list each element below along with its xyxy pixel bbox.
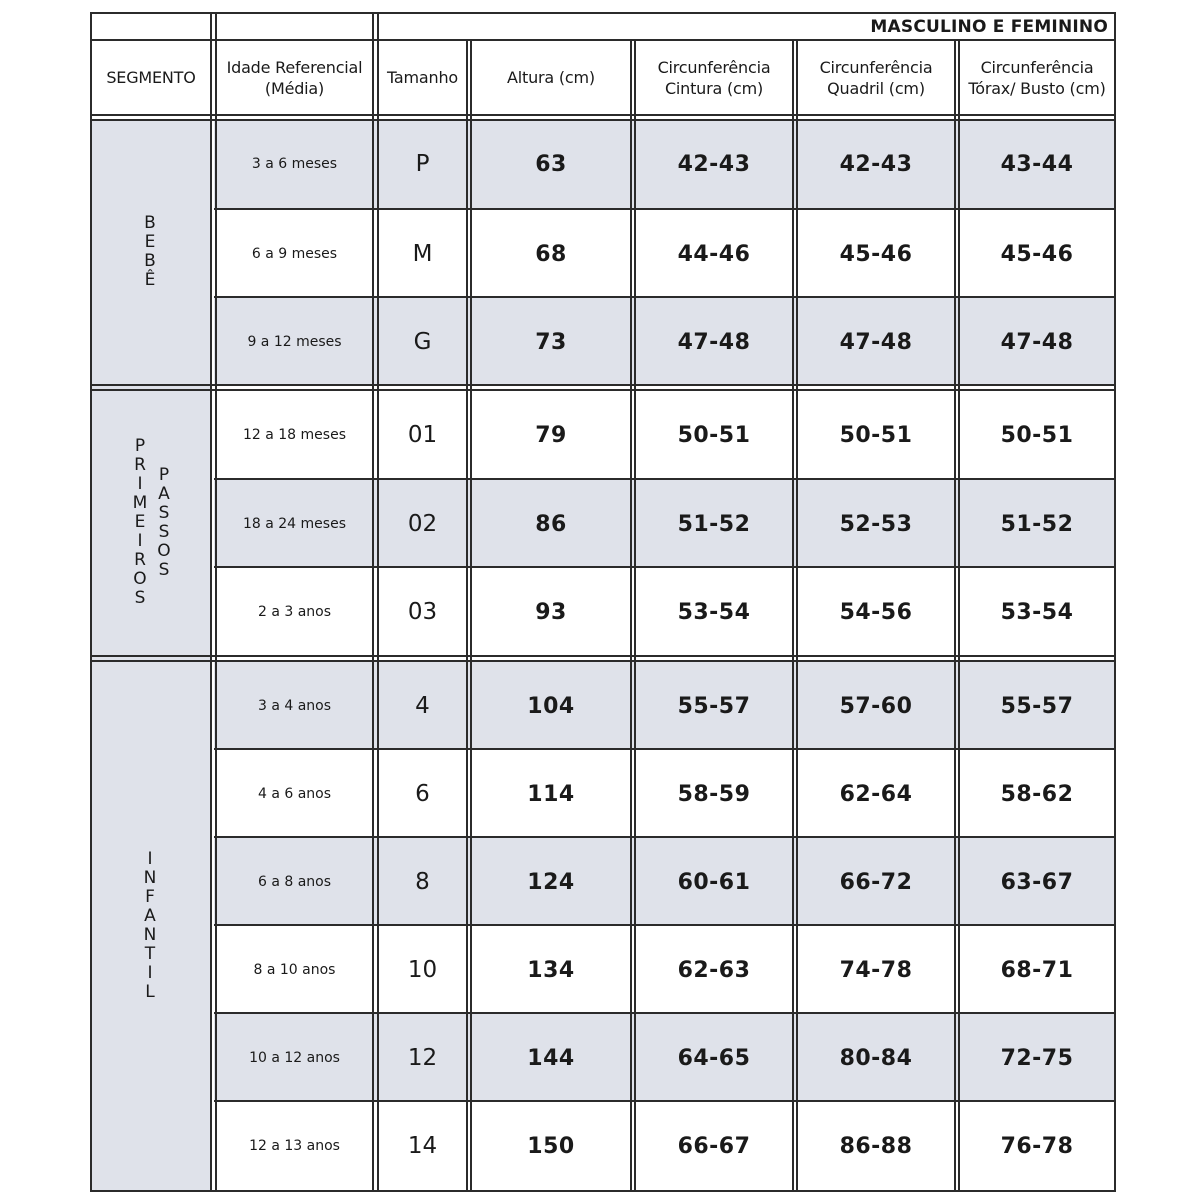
segment-letter: P	[134, 436, 146, 456]
segment-letter: S	[134, 588, 146, 608]
cell-cintura: 50-51	[677, 422, 751, 448]
header-quadril: Circunferência Quadril (cm)	[819, 57, 933, 98]
cell-altura: 144	[527, 1045, 575, 1071]
cell-torax: 58-62	[1000, 781, 1074, 807]
cell-idade: 12 a 13 anos	[249, 1138, 340, 1154]
cell-tamanho: 12	[407, 1045, 438, 1071]
cell-idade: 4 a 6 anos	[257, 786, 332, 802]
header-idade: Idade Referencial (Média)	[226, 57, 363, 98]
cell-cintura: 62-63	[677, 957, 751, 983]
segment-letter: F	[145, 886, 155, 907]
cell-cintura: 51-52	[677, 511, 751, 537]
cell-torax: 63-67	[1000, 869, 1074, 895]
segment-letter: B	[144, 251, 156, 271]
cell-altura: 93	[535, 599, 567, 625]
segment-letter: I	[147, 962, 153, 983]
segment-label-infantil	[90, 661, 210, 1190]
header-cintura: Circunferência Cintura (cm)	[657, 57, 771, 98]
table-title: MASCULINO E FEMININO	[870, 17, 1108, 37]
cell-torax: 47-48	[1000, 329, 1074, 355]
cell-tamanho: 03	[407, 599, 438, 625]
segment-letter: Ê	[144, 270, 156, 290]
cell-idade: 12 a 18 meses	[242, 427, 346, 443]
cell-tamanho: 14	[407, 1133, 438, 1159]
cell-tamanho: 10	[407, 957, 438, 983]
segment-letter: E	[134, 512, 146, 532]
cell-altura: 73	[535, 329, 567, 355]
cell-idade: 8 a 10 anos	[253, 962, 336, 978]
segment-letter: I	[147, 848, 153, 869]
header-segmento: SEGMENTO	[106, 68, 196, 87]
segment-letter: A	[144, 905, 156, 926]
cell-altura: 63	[535, 151, 567, 177]
cell-torax: 45-46	[1000, 241, 1074, 267]
header-torax: Circunferência Tórax/ Busto (cm)	[968, 57, 1106, 98]
cell-quadril: 54-56	[839, 599, 913, 625]
cell-tamanho: 02	[407, 511, 438, 537]
cell-altura: 124	[527, 869, 575, 895]
cell-idade: 10 a 12 anos	[249, 1050, 340, 1066]
cell-cintura: 66-67	[677, 1133, 751, 1159]
segment-letter: R	[134, 550, 146, 570]
segment-letter: O	[133, 569, 147, 589]
cell-idade: 3 a 6 meses	[251, 156, 338, 172]
segment-letter: N	[143, 924, 157, 945]
segment-letter: P	[158, 464, 170, 485]
cell-cintura: 47-48	[677, 329, 751, 355]
cell-quadril: 80-84	[839, 1045, 913, 1071]
cell-torax: 76-78	[1000, 1133, 1074, 1159]
cell-quadril: 74-78	[839, 957, 913, 983]
cell-cintura: 58-59	[677, 781, 751, 807]
cell-altura: 150	[527, 1133, 575, 1159]
cell-tamanho: 6	[415, 781, 430, 807]
segment-letter: O	[157, 540, 171, 561]
segment-letter: S	[158, 502, 170, 523]
cell-tamanho: 4	[415, 693, 430, 719]
cell-tamanho: M	[412, 241, 433, 267]
segment-letter: N	[143, 867, 157, 888]
cell-idade: 6 a 9 meses	[251, 246, 338, 262]
cell-quadril: 66-72	[839, 869, 913, 895]
cell-altura: 134	[527, 957, 575, 983]
cell-torax: 68-71	[1000, 957, 1074, 983]
cell-idade: 6 a 8 anos	[257, 874, 332, 890]
cell-torax: 43-44	[1000, 151, 1074, 177]
segment-letter: T	[144, 943, 156, 964]
segment-letter: S	[158, 559, 170, 580]
segment-letter: S	[158, 521, 170, 542]
cell-altura: 68	[535, 241, 567, 267]
cell-torax: 51-52	[1000, 511, 1074, 537]
cell-quadril: 62-64	[839, 781, 913, 807]
cell-torax: 72-75	[1000, 1045, 1074, 1071]
segment-letter: I	[137, 531, 143, 551]
cell-cintura: 64-65	[677, 1045, 751, 1071]
cell-idade: 2 a 3 anos	[257, 604, 332, 620]
segment-label-passos	[152, 390, 176, 655]
cell-quadril: 50-51	[839, 422, 913, 448]
cell-tamanho: 01	[407, 422, 438, 448]
segment-label-primeiros	[128, 390, 152, 655]
cell-torax: 55-57	[1000, 693, 1074, 719]
segment-label-bebe	[90, 120, 210, 384]
cell-torax: 53-54	[1000, 599, 1074, 625]
segment-letter: E	[144, 232, 156, 252]
cell-altura: 114	[527, 781, 575, 807]
cell-idade: 18 a 24 meses	[242, 516, 346, 532]
cell-cintura: 60-61	[677, 869, 751, 895]
segment-letter: A	[158, 483, 170, 504]
header-tamanho: Tamanho	[387, 68, 458, 87]
cell-cintura: 55-57	[677, 693, 751, 719]
cell-idade: 9 a 12 meses	[247, 334, 342, 350]
cell-cintura: 53-54	[677, 599, 751, 625]
cell-tamanho: P	[415, 151, 430, 177]
cell-tamanho: G	[413, 329, 432, 355]
cell-quadril: 42-43	[839, 151, 913, 177]
cell-altura: 104	[527, 693, 575, 719]
segment-letter: B	[144, 213, 156, 233]
cell-idade: 3 a 4 anos	[257, 698, 332, 714]
cell-torax: 50-51	[1000, 422, 1074, 448]
cell-quadril: 47-48	[839, 329, 913, 355]
cell-cintura: 42-43	[677, 151, 751, 177]
segment-letter: I	[137, 474, 143, 494]
size-chart-table	[90, 12, 1116, 1192]
header-altura: Altura (cm)	[507, 68, 595, 87]
segment-letter: R	[134, 455, 146, 475]
segment-letter: L	[145, 981, 155, 1002]
cell-quadril: 45-46	[839, 241, 913, 267]
cell-quadril: 86-88	[839, 1133, 913, 1159]
cell-quadril: 52-53	[839, 511, 913, 537]
cell-altura: 79	[535, 422, 567, 448]
cell-quadril: 57-60	[839, 693, 913, 719]
cell-tamanho: 8	[415, 869, 430, 895]
cell-cintura: 44-46	[677, 241, 751, 267]
cell-altura: 86	[535, 511, 567, 537]
segment-letter: M	[132, 493, 148, 513]
